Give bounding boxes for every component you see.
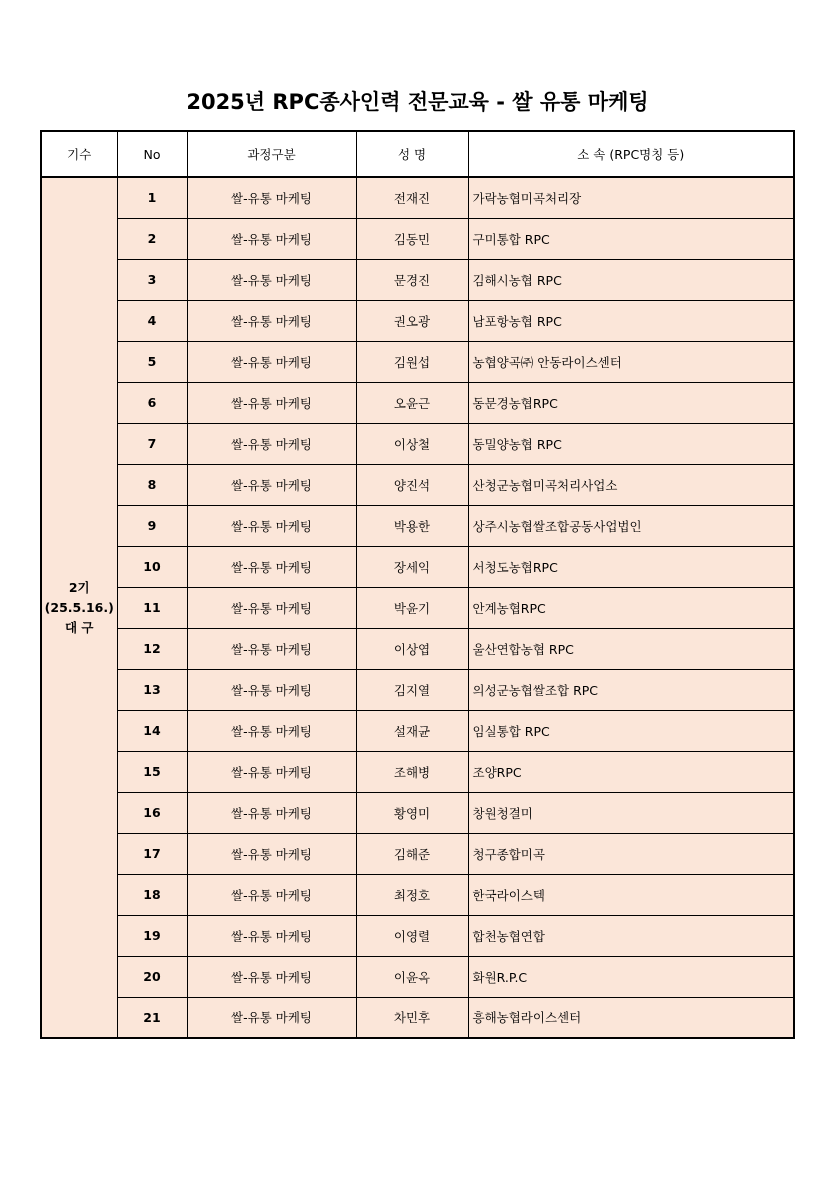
cell-name: 이윤옥 (356, 956, 468, 997)
cell-org: 임실통합 RPC (468, 710, 794, 751)
column-header-name: 성 명 (356, 131, 468, 177)
table-row (41, 997, 794, 1038)
cell-org: 화원R.P.C (468, 956, 794, 997)
cell-no: 9 (117, 505, 187, 546)
table-row (41, 177, 794, 218)
cell-course: 쌀-유통 마케팅 (187, 382, 356, 423)
cell-org: 서청도농협RPC (468, 546, 794, 587)
cell-course: 쌀-유통 마케팅 (187, 341, 356, 382)
cell-org: 의성군농협쌀조합 RPC (468, 669, 794, 710)
cell-name: 조해병 (356, 751, 468, 792)
cell-no: 6 (117, 382, 187, 423)
cell-course: 쌀-유통 마케팅 (187, 833, 356, 874)
roster-table (40, 130, 795, 1039)
table-row (41, 464, 794, 505)
cell-no: 5 (117, 341, 187, 382)
cell-org: 상주시농협쌀조합공동사업법인 (468, 505, 794, 546)
cell-course: 쌀-유통 마케팅 (187, 505, 356, 546)
cell-name: 문경진 (356, 259, 468, 300)
cell-org: 안계농협RPC (468, 587, 794, 628)
cell-name: 이상철 (356, 423, 468, 464)
cell-org: 동문경농협RPC (468, 382, 794, 423)
cell-name: 김지열 (356, 669, 468, 710)
cell-name: 이상엽 (356, 628, 468, 669)
cell-org: 동밀양농협 RPC (468, 423, 794, 464)
cell-no: 14 (117, 710, 187, 751)
cell-no: 10 (117, 546, 187, 587)
cell-course: 쌀-유통 마케팅 (187, 997, 356, 1038)
cell-org: 청구종합미곡 (468, 833, 794, 874)
table-row (41, 587, 794, 628)
table-row (41, 300, 794, 341)
cell-org: 농협양곡㈜ 안동라이스센터 (468, 341, 794, 382)
cell-no: 21 (117, 997, 187, 1038)
cell-no: 8 (117, 464, 187, 505)
cell-no: 2 (117, 218, 187, 259)
column-header-no: No (117, 131, 187, 177)
cell-name: 최정호 (356, 874, 468, 915)
cell-no: 4 (117, 300, 187, 341)
cell-course: 쌀-유통 마케팅 (187, 177, 356, 218)
roster-body (41, 177, 794, 1038)
cell-name: 박윤기 (356, 587, 468, 628)
cell-no: 13 (117, 669, 187, 710)
cell-org: 구미통합 RPC (468, 218, 794, 259)
cell-no: 3 (117, 259, 187, 300)
table-row (41, 628, 794, 669)
cell-course: 쌀-유통 마케팅 (187, 464, 356, 505)
table-row (41, 710, 794, 751)
column-header-org: 소 속 (RPC명칭 등) (468, 131, 794, 177)
table-row (41, 341, 794, 382)
cell-name: 양진석 (356, 464, 468, 505)
table-row (41, 915, 794, 956)
cell-org: 한국라이스텍 (468, 874, 794, 915)
cell-course: 쌀-유통 마케팅 (187, 628, 356, 669)
cell-no: 7 (117, 423, 187, 464)
cell-no: 20 (117, 956, 187, 997)
cell-course: 쌀-유통 마케팅 (187, 956, 356, 997)
cell-no: 1 (117, 177, 187, 218)
cell-course: 쌀-유통 마케팅 (187, 300, 356, 341)
cell-course: 쌀-유통 마케팅 (187, 710, 356, 751)
cell-no: 18 (117, 874, 187, 915)
cohort-date: (25.5.16.) (44, 599, 114, 615)
cell-org: 김해시농협 RPC (468, 259, 794, 300)
cell-org: 흥해농협라이스센터 (468, 997, 794, 1038)
cell-name: 김해준 (356, 833, 468, 874)
cell-course: 쌀-유통 마케팅 (187, 423, 356, 464)
table-row (41, 505, 794, 546)
table-row (41, 382, 794, 423)
cell-name: 김동민 (356, 218, 468, 259)
cell-course: 쌀-유통 마케팅 (187, 218, 356, 259)
cell-course: 쌀-유통 마케팅 (187, 587, 356, 628)
cell-course: 쌀-유통 마케팅 (187, 751, 356, 792)
cell-no: 16 (117, 792, 187, 833)
cell-course: 쌀-유통 마케팅 (187, 546, 356, 587)
header-row (41, 131, 794, 177)
cell-org: 가락농협미곡처리장 (468, 177, 794, 218)
cell-course: 쌀-유통 마케팅 (187, 792, 356, 833)
cell-name: 이영렬 (356, 915, 468, 956)
cell-course: 쌀-유통 마케팅 (187, 874, 356, 915)
cohort-cell (41, 177, 117, 1038)
cell-name: 황영미 (356, 792, 468, 833)
cell-name: 전재진 (356, 177, 468, 218)
cell-org: 창원청결미 (468, 792, 794, 833)
cell-no: 12 (117, 628, 187, 669)
table-row (41, 259, 794, 300)
cell-course: 쌀-유통 마케팅 (187, 915, 356, 956)
table-row (41, 833, 794, 874)
cell-no: 17 (117, 833, 187, 874)
cell-name: 박용한 (356, 505, 468, 546)
column-header-course: 과정구분 (187, 131, 356, 177)
page-title: 2025년 RPC종사인력 전문교육 - 쌀 유통 마케팅 (186, 90, 649, 114)
cell-name: 차민후 (356, 997, 468, 1038)
table-row (41, 423, 794, 464)
table-row (41, 669, 794, 710)
cell-org: 울산연합농협 RPC (468, 628, 794, 669)
cell-org: 산청군농협미곡처리사업소 (468, 464, 794, 505)
cell-org: 남포항농협 RPC (468, 300, 794, 341)
cell-course: 쌀-유통 마케팅 (187, 259, 356, 300)
cell-no: 19 (117, 915, 187, 956)
table-row (41, 546, 794, 587)
table-row (41, 751, 794, 792)
cell-name: 장세익 (356, 546, 468, 587)
table-row (41, 956, 794, 997)
cell-name: 권오광 (356, 300, 468, 341)
cell-course: 쌀-유통 마케팅 (187, 669, 356, 710)
cell-name: 설재균 (356, 710, 468, 751)
table-row (41, 792, 794, 833)
cell-no: 15 (117, 751, 187, 792)
cell-org: 합천농협연합 (468, 915, 794, 956)
cohort-location: 대 구 (64, 619, 94, 635)
cohort-number: 2기 (68, 579, 90, 595)
column-header-cohort: 기수 (41, 131, 117, 177)
cell-no: 11 (117, 587, 187, 628)
cell-name: 오윤근 (356, 382, 468, 423)
cell-org: 조양RPC (468, 751, 794, 792)
cell-name: 김원섭 (356, 341, 468, 382)
table-row (41, 218, 794, 259)
table-row (41, 874, 794, 915)
